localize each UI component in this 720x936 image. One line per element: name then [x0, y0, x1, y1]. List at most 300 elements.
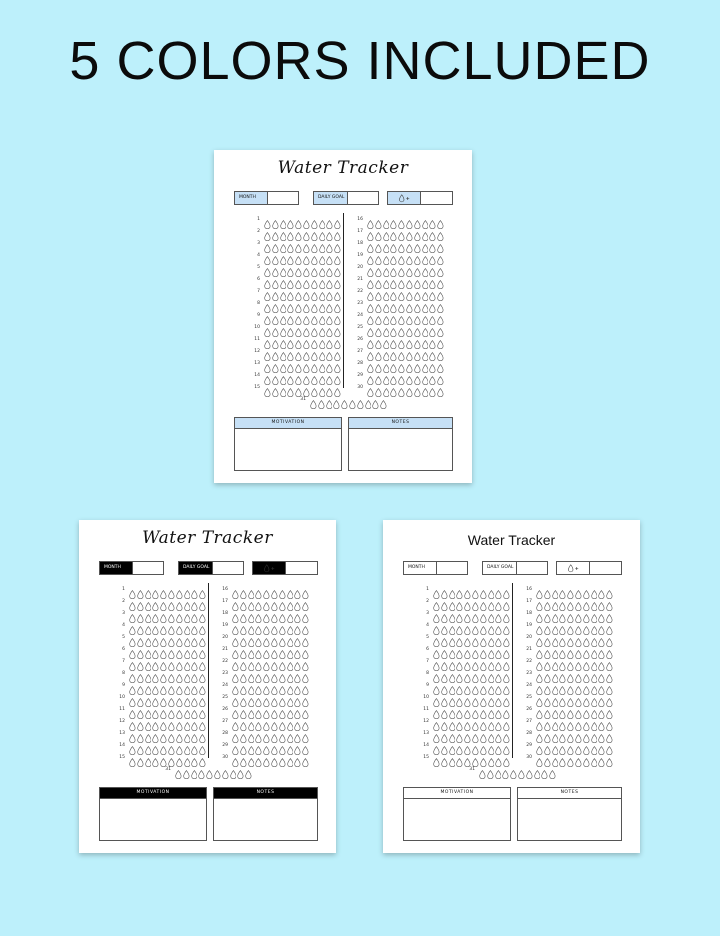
water-drop-icon[interactable] — [422, 358, 429, 368]
water-drop-icon[interactable] — [456, 680, 463, 690]
water-drop-icon[interactable] — [449, 716, 456, 726]
water-drop-icon[interactable] — [406, 238, 413, 248]
water-drop-icon[interactable] — [456, 668, 463, 678]
water-drop-icon[interactable] — [295, 370, 302, 380]
water-drop-icon[interactable] — [152, 680, 159, 690]
water-drop-icon[interactable] — [567, 668, 574, 678]
daily-goal-input[interactable] — [347, 192, 378, 204]
water-drop-icon[interactable] — [129, 692, 136, 702]
water-drop-icon[interactable] — [271, 668, 278, 678]
water-drop-icon[interactable] — [449, 740, 456, 750]
water-drop-icon[interactable] — [591, 740, 598, 750]
water-drop-icon[interactable] — [287, 382, 294, 392]
water-drop-icon[interactable] — [287, 250, 294, 260]
water-drop-icon[interactable] — [175, 764, 182, 774]
water-drop-icon[interactable] — [191, 692, 198, 702]
water-drop-icon[interactable] — [406, 358, 413, 368]
water-drop-icon[interactable] — [334, 382, 341, 392]
water-drop-icon[interactable] — [303, 382, 310, 392]
water-drop-icon[interactable] — [279, 728, 286, 738]
water-drop-icon[interactable] — [240, 632, 247, 642]
water-drop-icon[interactable] — [398, 274, 405, 284]
water-drop-icon[interactable] — [437, 358, 444, 368]
water-drop-icon[interactable] — [367, 238, 374, 248]
water-drop-icon[interactable] — [433, 632, 440, 642]
water-drop-icon[interactable] — [248, 656, 255, 666]
water-drop-icon[interactable] — [375, 358, 382, 368]
water-drop-icon[interactable] — [280, 358, 287, 368]
water-drop-icon[interactable] — [441, 728, 448, 738]
water-drop-icon[interactable] — [503, 680, 510, 690]
water-drop-icon[interactable] — [375, 214, 382, 224]
month-input[interactable] — [436, 562, 467, 574]
water-drop-icon[interactable] — [375, 226, 382, 236]
water-drop-icon[interactable] — [326, 286, 333, 296]
water-drop-icon[interactable] — [137, 668, 144, 678]
water-drop-icon[interactable] — [449, 608, 456, 618]
water-drop-icon[interactable] — [302, 668, 309, 678]
water-drop-icon[interactable] — [383, 250, 390, 260]
motivation-box[interactable] — [99, 787, 207, 841]
water-drop-icon[interactable] — [255, 632, 262, 642]
water-drop-icon[interactable] — [334, 286, 341, 296]
water-drop-icon[interactable] — [437, 250, 444, 260]
water-drop-icon[interactable] — [559, 692, 566, 702]
water-drop-icon[interactable] — [311, 238, 318, 248]
water-drop-icon[interactable] — [184, 680, 191, 690]
water-drop-icon[interactable] — [191, 656, 198, 666]
water-drop-icon[interactable] — [472, 680, 479, 690]
water-drop-icon[interactable] — [472, 608, 479, 618]
water-drop-icon[interactable] — [575, 584, 582, 594]
water-drop-icon[interactable] — [495, 632, 502, 642]
water-drop-icon[interactable] — [544, 680, 551, 690]
water-drop-icon[interactable] — [591, 728, 598, 738]
water-drop-icon[interactable] — [536, 608, 543, 618]
water-drop-icon[interactable] — [240, 716, 247, 726]
water-drop-icon[interactable] — [422, 298, 429, 308]
water-drop-icon[interactable] — [334, 310, 341, 320]
water-drop-icon[interactable] — [334, 370, 341, 380]
water-drop-icon[interactable] — [145, 656, 152, 666]
water-drop-icon[interactable] — [559, 728, 566, 738]
water-drop-icon[interactable] — [240, 620, 247, 630]
water-drop-icon[interactable] — [279, 668, 286, 678]
daily-goal-input[interactable] — [516, 562, 547, 574]
water-drop-icon[interactable] — [367, 286, 374, 296]
water-drop-icon[interactable] — [129, 656, 136, 666]
water-drop-icon[interactable] — [199, 692, 206, 702]
water-drop-icon[interactable] — [326, 214, 333, 224]
water-drop-icon[interactable] — [583, 596, 590, 606]
water-drop-icon[interactable] — [279, 632, 286, 642]
water-drop-icon[interactable] — [536, 716, 543, 726]
water-drop-icon[interactable] — [456, 584, 463, 594]
water-drop-icon[interactable] — [240, 680, 247, 690]
water-drop-icon[interactable] — [272, 322, 279, 332]
water-drop-icon[interactable] — [464, 656, 471, 666]
water-drop-icon[interactable] — [479, 764, 486, 774]
water-drop-icon[interactable] — [480, 584, 487, 594]
water-drop-icon[interactable] — [441, 656, 448, 666]
water-drop-icon[interactable] — [280, 310, 287, 320]
water-drop-icon[interactable] — [433, 644, 440, 654]
water-drop-icon[interactable] — [598, 716, 605, 726]
water-drop-icon[interactable] — [390, 214, 397, 224]
water-drop-icon[interactable] — [160, 752, 167, 762]
water-drop-icon[interactable] — [152, 728, 159, 738]
water-drop-icon[interactable] — [552, 680, 559, 690]
water-drop-icon[interactable] — [294, 668, 301, 678]
water-drop-icon[interactable] — [176, 716, 183, 726]
water-drop-icon[interactable] — [333, 394, 340, 404]
water-drop-icon[interactable] — [255, 692, 262, 702]
water-drop-icon[interactable] — [279, 716, 286, 726]
water-drop-icon[interactable] — [334, 214, 341, 224]
water-drop-icon[interactable] — [272, 298, 279, 308]
water-drop-icon[interactable] — [326, 298, 333, 308]
water-drop-icon[interactable] — [248, 728, 255, 738]
water-drop-icon[interactable] — [375, 238, 382, 248]
water-drop-icon[interactable] — [302, 716, 309, 726]
water-drop-icon[interactable] — [567, 608, 574, 618]
water-drop-icon[interactable] — [303, 262, 310, 272]
water-drop-icon[interactable] — [422, 238, 429, 248]
water-drop-icon[interactable] — [575, 752, 582, 762]
water-drop-icon[interactable] — [449, 644, 456, 654]
water-drop-icon[interactable] — [503, 692, 510, 702]
notes-box[interactable] — [517, 787, 622, 841]
water-drop-icon[interactable] — [583, 608, 590, 618]
water-drop-icon[interactable] — [398, 238, 405, 248]
water-drop-icon[interactable] — [398, 310, 405, 320]
water-drop-icon[interactable] — [240, 692, 247, 702]
water-drop-icon[interactable] — [390, 286, 397, 296]
motivation-box[interactable] — [234, 417, 342, 471]
water-drop-icon[interactable] — [184, 632, 191, 642]
water-drop-icon[interactable] — [287, 298, 294, 308]
water-drop-icon[interactable] — [240, 752, 247, 762]
water-drop-icon[interactable] — [488, 716, 495, 726]
water-drop-icon[interactable] — [480, 680, 487, 690]
water-drop-icon[interactable] — [433, 584, 440, 594]
water-drop-icon[interactable] — [264, 214, 271, 224]
water-drop-icon[interactable] — [287, 370, 294, 380]
water-drop-icon[interactable] — [137, 704, 144, 714]
water-drop-icon[interactable] — [422, 322, 429, 332]
water-drop-icon[interactable] — [302, 632, 309, 642]
water-drop-icon[interactable] — [271, 704, 278, 714]
water-drop-icon[interactable] — [160, 584, 167, 594]
water-drop-icon[interactable] — [441, 608, 448, 618]
water-drop-icon[interactable] — [414, 346, 421, 356]
water-drop-icon[interactable] — [287, 596, 294, 606]
water-drop-icon[interactable] — [406, 310, 413, 320]
water-drop-icon[interactable] — [311, 358, 318, 368]
water-drop-icon[interactable] — [449, 680, 456, 690]
water-drop-icon[interactable] — [598, 596, 605, 606]
water-drop-icon[interactable] — [334, 358, 341, 368]
water-drop-icon[interactable] — [583, 692, 590, 702]
water-drop-icon[interactable] — [480, 668, 487, 678]
water-drop-icon[interactable] — [222, 764, 229, 774]
water-drop-icon[interactable] — [302, 740, 309, 750]
water-drop-icon[interactable] — [390, 262, 397, 272]
water-drop-icon[interactable] — [583, 680, 590, 690]
water-drop-icon[interactable] — [422, 334, 429, 344]
water-drop-icon[interactable] — [575, 632, 582, 642]
water-drop-icon[interactable] — [559, 740, 566, 750]
water-drop-icon[interactable] — [536, 596, 543, 606]
water-drop-icon[interactable] — [606, 632, 613, 642]
water-drop-icon[interactable] — [263, 752, 270, 762]
water-drop-icon[interactable] — [280, 274, 287, 284]
water-drop-icon[interactable] — [248, 668, 255, 678]
water-drop-icon[interactable] — [311, 274, 318, 284]
water-drop-icon[interactable] — [606, 608, 613, 618]
water-drop-icon[interactable] — [255, 608, 262, 618]
water-drop-icon[interactable] — [552, 704, 559, 714]
water-drop-icon[interactable] — [160, 656, 167, 666]
water-drop-icon[interactable] — [606, 584, 613, 594]
water-drop-icon[interactable] — [319, 370, 326, 380]
water-drop-icon[interactable] — [575, 740, 582, 750]
water-drop-icon[interactable] — [311, 250, 318, 260]
water-drop-icon[interactable] — [191, 644, 198, 654]
water-drop-icon[interactable] — [536, 584, 543, 594]
water-drop-icon[interactable] — [319, 238, 326, 248]
water-drop-icon[interactable] — [406, 298, 413, 308]
water-drop-icon[interactable] — [206, 764, 213, 774]
water-drop-icon[interactable] — [160, 644, 167, 654]
water-drop-icon[interactable] — [480, 704, 487, 714]
water-drop-icon[interactable] — [552, 596, 559, 606]
water-drop-icon[interactable] — [502, 764, 509, 774]
water-drop-icon[interactable] — [176, 632, 183, 642]
water-drop-icon[interactable] — [191, 608, 198, 618]
water-drop-icon[interactable] — [433, 692, 440, 702]
water-drop-icon[interactable] — [591, 644, 598, 654]
water-drop-icon[interactable] — [441, 632, 448, 642]
water-drop-icon[interactable] — [441, 620, 448, 630]
water-drop-icon[interactable] — [272, 346, 279, 356]
water-drop-icon[interactable] — [168, 644, 175, 654]
water-drop-icon[interactable] — [152, 656, 159, 666]
water-drop-icon[interactable] — [319, 214, 326, 224]
water-drop-icon[interactable] — [319, 322, 326, 332]
water-drop-icon[interactable] — [248, 596, 255, 606]
water-drop-icon[interactable] — [334, 298, 341, 308]
water-drop-icon[interactable] — [191, 740, 198, 750]
water-drop-icon[interactable] — [503, 740, 510, 750]
water-drop-icon[interactable] — [319, 358, 326, 368]
water-drop-icon[interactable] — [429, 358, 436, 368]
water-drop-icon[interactable] — [263, 596, 270, 606]
water-drop-icon[interactable] — [495, 716, 502, 726]
water-drop-icon[interactable] — [145, 752, 152, 762]
water-drop-icon[interactable] — [433, 716, 440, 726]
water-drop-icon[interactable] — [559, 584, 566, 594]
water-drop-icon[interactable] — [544, 632, 551, 642]
water-drop-icon[interactable] — [606, 716, 613, 726]
water-drop-icon[interactable] — [137, 728, 144, 738]
water-drop-icon[interactable] — [464, 644, 471, 654]
water-drop-icon[interactable] — [375, 310, 382, 320]
water-drop-icon[interactable] — [279, 656, 286, 666]
water-drop-icon[interactable] — [390, 358, 397, 368]
water-drop-icon[interactable] — [591, 632, 598, 642]
water-drop-icon[interactable] — [488, 656, 495, 666]
water-drop-icon[interactable] — [429, 334, 436, 344]
water-drop-icon[interactable] — [591, 596, 598, 606]
water-drop-icon[interactable] — [503, 716, 510, 726]
water-drop-icon[interactable] — [488, 608, 495, 618]
water-drop-icon[interactable] — [456, 608, 463, 618]
water-drop-icon[interactable] — [303, 334, 310, 344]
water-drop-icon[interactable] — [441, 584, 448, 594]
water-drop-icon[interactable] — [480, 656, 487, 666]
water-drop-icon[interactable] — [263, 632, 270, 642]
water-drop-icon[interactable] — [287, 274, 294, 284]
water-drop-icon[interactable] — [264, 250, 271, 260]
water-drop-icon[interactable] — [487, 764, 494, 774]
water-drop-icon[interactable] — [168, 584, 175, 594]
water-drop-icon[interactable] — [271, 608, 278, 618]
water-drop-icon[interactable] — [287, 214, 294, 224]
water-drop-icon[interactable] — [232, 728, 239, 738]
water-drop-icon[interactable] — [544, 716, 551, 726]
water-drop-icon[interactable] — [472, 620, 479, 630]
water-drop-icon[interactable] — [495, 752, 502, 762]
water-drop-icon[interactable] — [248, 584, 255, 594]
water-drop-icon[interactable] — [319, 286, 326, 296]
water-drop-icon[interactable] — [311, 226, 318, 236]
water-drop-icon[interactable] — [488, 752, 495, 762]
water-drop-icon[interactable] — [567, 680, 574, 690]
water-drop-icon[interactable] — [575, 704, 582, 714]
water-drop-icon[interactable] — [199, 704, 206, 714]
water-drop-icon[interactable] — [575, 620, 582, 630]
water-drop-icon[interactable] — [326, 262, 333, 272]
water-drop-icon[interactable] — [326, 310, 333, 320]
water-drop-icon[interactable] — [264, 262, 271, 272]
water-drop-icon[interactable] — [437, 286, 444, 296]
water-drop-icon[interactable] — [263, 728, 270, 738]
water-drop-icon[interactable] — [472, 668, 479, 678]
water-drop-icon[interactable] — [414, 370, 421, 380]
water-drop-icon[interactable] — [271, 740, 278, 750]
water-drop-icon[interactable] — [255, 620, 262, 630]
water-drop-icon[interactable] — [383, 346, 390, 356]
water-drop-icon[interactable] — [145, 608, 152, 618]
water-drop-icon[interactable] — [559, 716, 566, 726]
water-drop-icon[interactable] — [319, 310, 326, 320]
water-drop-icon[interactable] — [383, 298, 390, 308]
water-drop-icon[interactable] — [311, 322, 318, 332]
water-drop-icon[interactable] — [176, 704, 183, 714]
water-drop-icon[interactable] — [406, 250, 413, 260]
water-drop-icon[interactable] — [326, 334, 333, 344]
month-input[interactable] — [267, 192, 298, 204]
water-drop-icon[interactable] — [390, 322, 397, 332]
water-drop-icon[interactable] — [598, 704, 605, 714]
water-drop-icon[interactable] — [264, 238, 271, 248]
water-drop-icon[interactable] — [414, 358, 421, 368]
water-drop-icon[interactable] — [240, 728, 247, 738]
water-drop-icon[interactable] — [456, 704, 463, 714]
water-drop-icon[interactable] — [390, 226, 397, 236]
water-drop-icon[interactable] — [383, 322, 390, 332]
water-drop-icon[interactable] — [184, 752, 191, 762]
water-drop-icon[interactable] — [145, 740, 152, 750]
water-drop-icon[interactable] — [240, 740, 247, 750]
water-drop-icon[interactable] — [429, 226, 436, 236]
water-drop-icon[interactable] — [263, 716, 270, 726]
water-drop-icon[interactable] — [390, 250, 397, 260]
water-drop-icon[interactable] — [137, 752, 144, 762]
water-drop-icon[interactable] — [559, 608, 566, 618]
water-drop-icon[interactable] — [287, 262, 294, 272]
water-drop-icon[interactable] — [456, 656, 463, 666]
water-drop-icon[interactable] — [398, 358, 405, 368]
water-drop-icon[interactable] — [437, 310, 444, 320]
water-drop-icon[interactable] — [488, 704, 495, 714]
water-drop-icon[interactable] — [263, 656, 270, 666]
water-drop-icon[interactable] — [552, 728, 559, 738]
water-drop-icon[interactable] — [199, 608, 206, 618]
water-drop-icon[interactable] — [176, 680, 183, 690]
water-drop-icon[interactable] — [488, 632, 495, 642]
water-drop-icon[interactable] — [191, 704, 198, 714]
water-drop-icon[interactable] — [199, 656, 206, 666]
water-drop-icon[interactable] — [406, 322, 413, 332]
water-drop-icon[interactable] — [191, 764, 198, 774]
water-drop-icon[interactable] — [480, 740, 487, 750]
water-drop-icon[interactable] — [184, 656, 191, 666]
water-drop-icon[interactable] — [398, 346, 405, 356]
water-drop-icon[interactable] — [319, 250, 326, 260]
water-drop-icon[interactable] — [145, 644, 152, 654]
water-drop-icon[interactable] — [264, 310, 271, 320]
water-drop-icon[interactable] — [303, 286, 310, 296]
water-drop-icon[interactable] — [272, 226, 279, 236]
water-drop-icon[interactable] — [390, 310, 397, 320]
water-drop-icon[interactable] — [287, 728, 294, 738]
water-drop-icon[interactable] — [544, 668, 551, 678]
water-drop-icon[interactable] — [264, 226, 271, 236]
water-drop-icon[interactable] — [567, 584, 574, 594]
water-drop-icon[interactable] — [406, 346, 413, 356]
water-drop-icon[interactable] — [567, 656, 574, 666]
water-drop-icon[interactable] — [280, 214, 287, 224]
water-drop-icon[interactable] — [295, 238, 302, 248]
water-drop-icon[interactable] — [294, 728, 301, 738]
water-drop-icon[interactable] — [295, 298, 302, 308]
water-drop-icon[interactable] — [575, 644, 582, 654]
water-drop-icon[interactable] — [255, 596, 262, 606]
water-drop-icon[interactable] — [271, 692, 278, 702]
water-drop-icon[interactable] — [541, 764, 548, 774]
water-drop-icon[interactable] — [199, 680, 206, 690]
water-drop-icon[interactable] — [294, 632, 301, 642]
water-drop-icon[interactable] — [510, 764, 517, 774]
water-drop-icon[interactable] — [176, 668, 183, 678]
water-drop-icon[interactable] — [429, 262, 436, 272]
water-drop-icon[interactable] — [302, 692, 309, 702]
water-drop-icon[interactable] — [503, 632, 510, 642]
water-drop-icon[interactable] — [183, 764, 190, 774]
water-drop-icon[interactable] — [606, 680, 613, 690]
